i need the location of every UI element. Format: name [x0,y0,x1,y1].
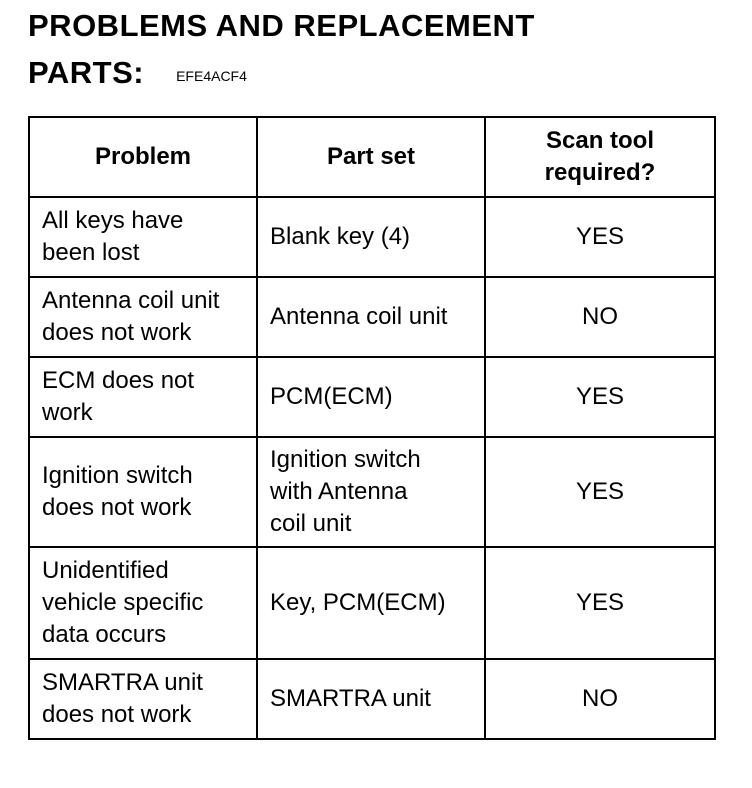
scan-tool-cell: YES [485,197,715,277]
table-row [29,357,715,437]
scan-tool-cell: YES [485,437,715,547]
problem-cell-line: Ignition switch [42,462,193,489]
part-set-cell-line: PCM(ECM) [270,383,393,410]
part-set-cell [257,547,485,659]
problem-cell-line: vehicle specific [42,589,204,616]
page-title-line2 [28,55,247,91]
problem-cell [29,197,257,277]
problem-cell [29,437,257,547]
problem-cell [29,547,257,659]
problem-cell-line: ECM does not [42,367,195,394]
problem-cell-line: data occurs [42,621,167,648]
problem-cell-line: been lost [42,239,140,266]
table-row [29,547,715,659]
header-scan-tool-line2: required? [544,159,656,186]
problem-cell [29,357,257,437]
part-set-cell-line: Key, PCM(ECM) [270,589,446,616]
problem-cell-line: does not work [42,494,192,521]
scan-tool-cell: YES [485,357,715,437]
part-set-cell-line: coil unit [270,510,352,537]
part-set-cell-line: Ignition switch [270,446,421,473]
scan-tool-cell: NO [485,277,715,357]
problems-parts-table [28,116,716,740]
table-row [29,197,715,277]
part-set-cell [257,437,485,547]
page-title-line1: PROBLEMS AND REPLACEMENT [28,8,535,43]
table-row [29,277,715,357]
problem-cell-line: Antenna coil unit [42,287,220,314]
table-row [29,659,715,739]
problem-cell [29,659,257,739]
problem-cell-line: work [42,399,93,426]
part-set-cell-line: with Antenna [270,478,408,505]
problem-cell-line: All keys have [42,207,184,234]
part-set-cell [257,197,485,277]
problem-cell-line: SMARTRA unit [42,669,203,696]
scan-tool-cell: YES [485,547,715,659]
table-header-row [29,117,715,197]
part-set-cell [257,277,485,357]
part-set-cell [257,659,485,739]
document-code: EFE4ACF4 [176,68,247,84]
problem-cell-line: does not work [42,701,192,728]
page-title-parts: PARTS: [28,55,145,90]
part-set-cell-line: SMARTRA unit [270,685,431,712]
problem-cell-line: does not work [42,319,192,346]
part-set-cell-line: Antenna coil unit [270,303,448,330]
header-scan-tool [485,117,715,197]
problem-cell [29,277,257,357]
problem-cell-line: Unidentified [42,557,169,584]
scan-tool-cell: NO [485,659,715,739]
header-problem: Problem [29,117,257,197]
header-scan-tool-line1: Scan tool [545,127,654,154]
part-set-cell-line: Blank key (4) [270,223,411,250]
header-part-set: Part set [257,117,485,197]
part-set-cell [257,357,485,437]
table-row [29,437,715,547]
